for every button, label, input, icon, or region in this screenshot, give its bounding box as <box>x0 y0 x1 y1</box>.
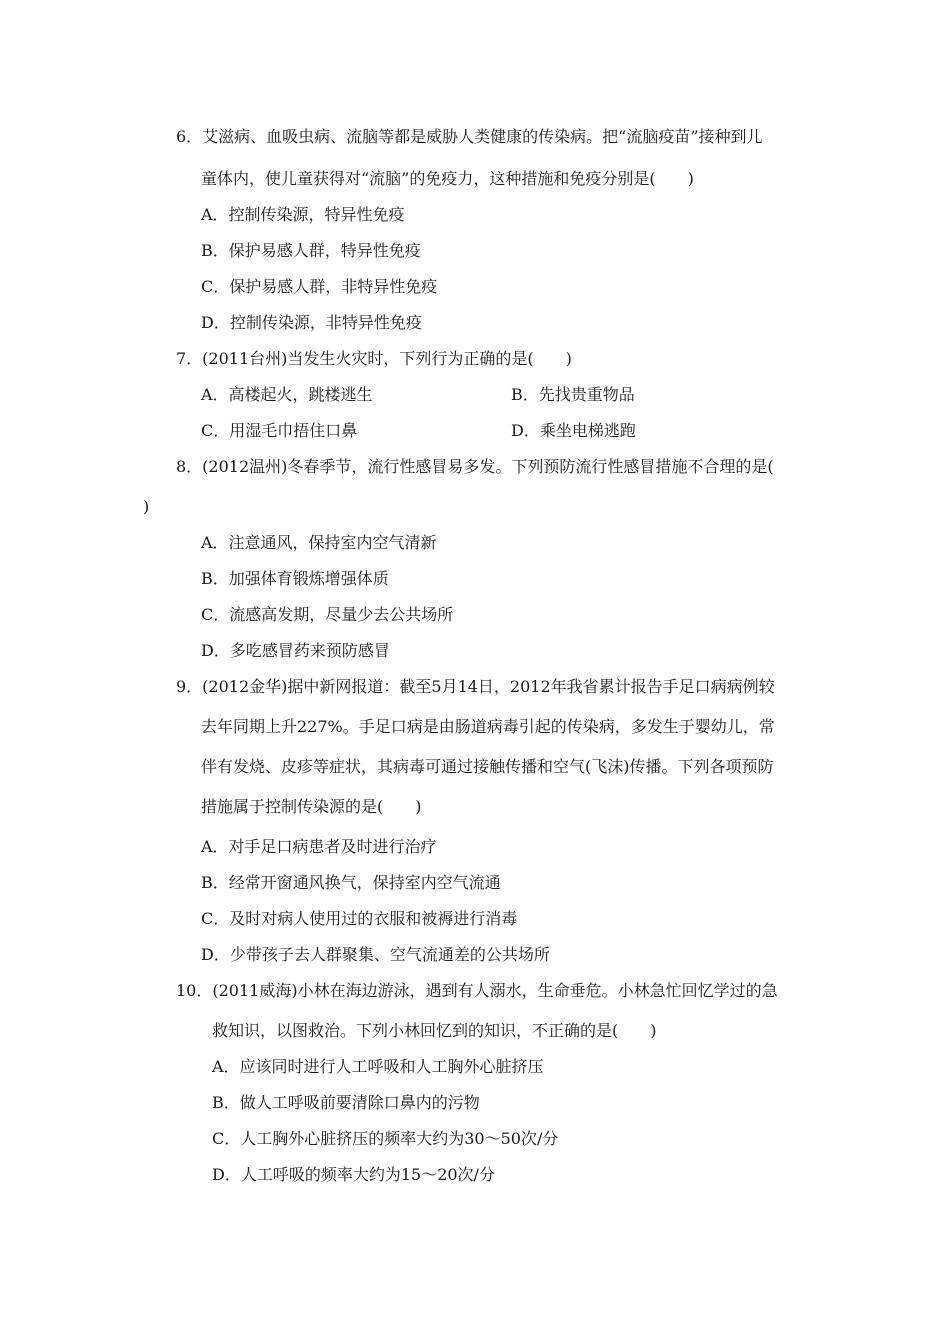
question-9-option-a: A．对手足口病患者及时进行治疗 <box>201 837 437 856</box>
question-9-line-4: 措施属于控制传染源的是( ) <box>201 797 422 816</box>
question-8-option-c: C．流感高发期，尽量少去公共场所 <box>201 605 454 624</box>
question-8-option-a: A．注意通风，保持室内空气清新 <box>201 533 437 552</box>
question-7-line-1: 7．(2011台州)当发生火灾时，下列行为正确的是( ) <box>176 349 572 368</box>
question-8-line-1: 8．(2012温州)冬春季节，流行性感冒易多发。下列预防流行性感冒措施不合理的是( <box>176 457 774 476</box>
question-8-line-2: ) <box>143 497 150 516</box>
question-6-option-a: A．控制传染源，特异性免疫 <box>201 205 405 224</box>
question-7-option-b: B．先找贵重物品 <box>511 385 635 404</box>
question-6-line-2: 童体内，使儿童获得对“流脑”的免疫力，这种措施和免疫分别是( ) <box>201 169 694 188</box>
question-6-line-1: 6．艾滋病、血吸虫病、流脑等都是威胁人类健康的传染病。把“流脑疫苗”接种到儿 <box>176 127 763 146</box>
question-6-option-d: D．控制传染源，非特异性免疫 <box>201 313 422 332</box>
question-10-option-b: B．做人工呼吸前要清除口鼻内的污物 <box>212 1093 480 1112</box>
question-7-option-d: D．乘坐电梯逃跑 <box>511 421 636 440</box>
question-9-line-2: 去年同期上升227%。手足口病是由肠道病毒引起的传染病，多发生于婴幼儿，常 <box>201 717 775 736</box>
question-10-option-a: A．应该同时进行人工呼吸和人工胸外心脏挤压 <box>212 1057 544 1076</box>
question-6-option-b: B．保护易感人群，特异性免疫 <box>201 241 421 260</box>
question-10-option-c: C．人工胸外心脏挤压的频率大约为30～50次/分 <box>212 1129 559 1148</box>
question-9-option-d: D．少带孩子去人群聚集、空气流通差的公共场所 <box>201 945 550 964</box>
question-8-option-d: D．多吃感冒药来预防感冒 <box>201 641 390 660</box>
question-7-option-c: C．用湿毛巾捂住口鼻 <box>201 421 358 440</box>
question-7-option-a: A．高楼起火，跳楼逃生 <box>201 385 373 404</box>
question-9-option-b: B．经常开窗通风换气，保持室内空气流通 <box>201 873 501 892</box>
question-10-line-2: 救知识，以图救治。下列小林回忆到的知识，不正确的是( ) <box>212 1021 657 1040</box>
question-9-option-c: C．及时对病人使用过的衣服和被褥进行消毒 <box>201 909 518 928</box>
question-6-option-c: C．保护易感人群，非特异性免疫 <box>201 277 438 296</box>
question-9-line-1: 9．(2012金华)据中新网报道：截至5月14日，2012年我省累计报告手足口病病例较 <box>176 677 775 696</box>
question-10-line-1: 10．(2011威海)小林在海边游泳，遇到有人溺水，生命垂危。小林急忙回忆学过的急 <box>176 981 778 1000</box>
question-9-line-3: 伴有发烧、皮疹等症状，其病毒可通过接触传播和空气(飞沫)传播。下列各项预防 <box>201 757 774 776</box>
question-10-option-d: D．人工呼吸的频率大约为15～20次/分 <box>212 1165 495 1184</box>
question-8-option-b: B．加强体育锻炼增强体质 <box>201 569 389 588</box>
